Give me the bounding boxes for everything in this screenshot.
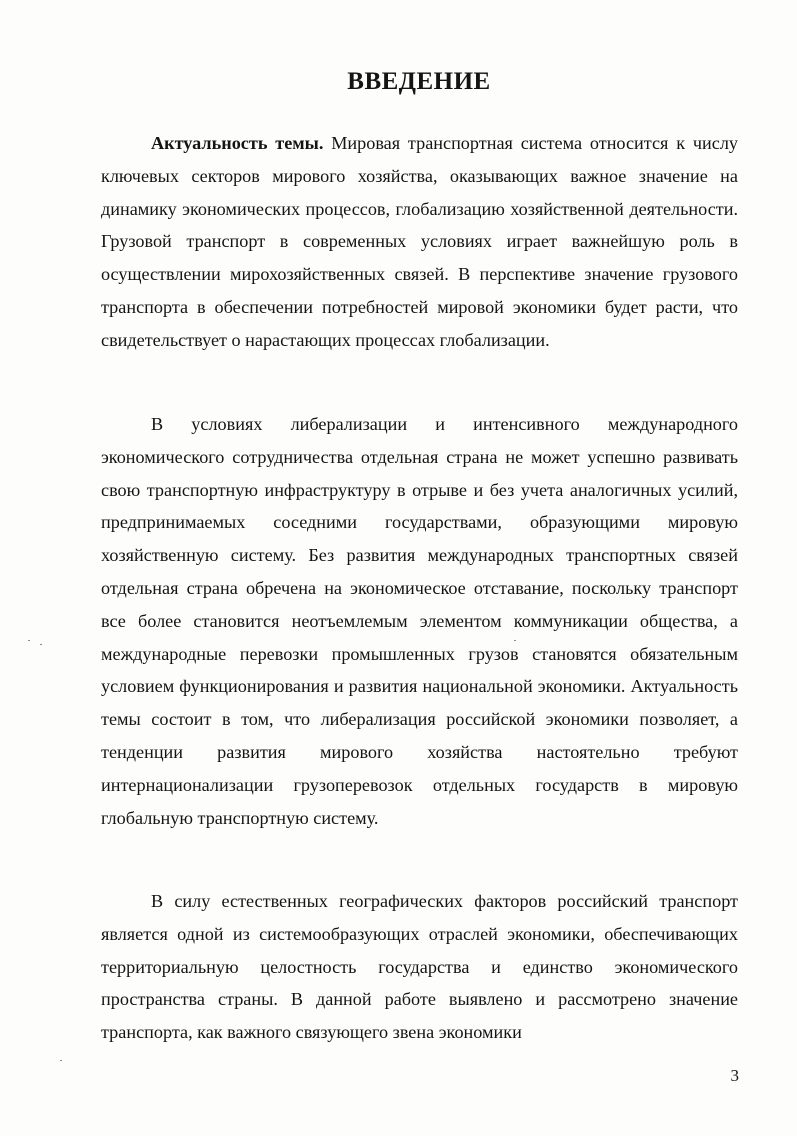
- scan-speck: [28, 640, 30, 641]
- paragraph-relevance: [101, 127, 738, 357]
- paragraph-text: В силу естественных географических факторов российский транспорт является одной из системообразующих отраслей экономики, обеспечивающих территориальную целостность государства и единство экономического пространства страны. В данной работе выявлено и рассмотрено значение транспорта, как важного связующего звена экономики: [101, 891, 738, 1043]
- page-number: 3: [730, 1066, 739, 1085]
- paragraph-geography: [101, 885, 738, 1049]
- paragraph-text: В условиях либерализации и интенсивного международного экономического сотрудничества отдельная страна не может успешно развивать свою транспортную инфраструктуру в отрыве и без учета аналогичных усилий, предпринимаемых соседними государствами, образующими мировую хозяйственную систему. Без развития международных транспортных связей отдельная страна обречена на экономическое отставание, поскольку транспорт все более становится неотъемлемым элементом коммуникации общества, а международные перевозки промышленных грузов становятся обязательным условием функционирования и развития национальной экономики. Актуальность темы состоит в том, что либерализация российской экономики позволяет, а тенденции развития мирового хозяйства настоятельно требуют интернационализации грузоперевозок отдельных государств в мировую глобальную транспортную систему.: [101, 414, 738, 828]
- scan-speck: [40, 644, 42, 645]
- paragraph-liberalization: [101, 408, 738, 834]
- scan-speck: [514, 640, 516, 641]
- scan-speck: [60, 1060, 62, 1061]
- page-title: ВВЕДЕНИЕ: [347, 68, 491, 95]
- paragraph-text: Мировая транспортная система относится к числу ключевых секторов мирового хозяйства, оказывающих важное значение на динамику экономических процессов, глобализацию хозяйственной деятельности. Грузовой транспорт в современных условиях играет важнейшую роль в осуществлении мирохозяйственных связей. В перспективе значение грузового транспорта в обеспечении потребностей мировой экономики будет расти, что свидетельствует о нарастающих процессах глобализации.: [101, 133, 738, 350]
- paragraph-lead-heading: Актуальность темы.: [151, 133, 324, 153]
